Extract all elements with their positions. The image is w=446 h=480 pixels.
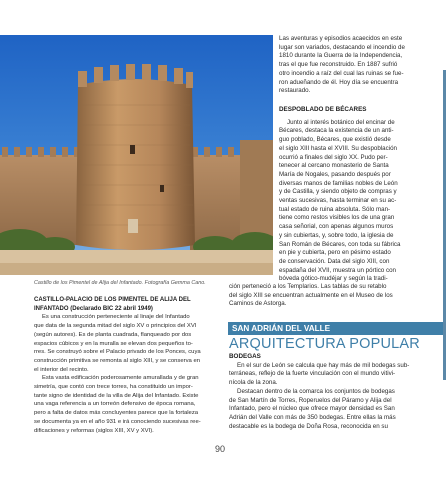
text-line: se documenta ya en el año 931 e irá conociendo sucesivas ree- bbox=[34, 418, 201, 425]
text-line: María de Nogales, pasando después por bbox=[279, 170, 391, 178]
text-line: terráneas, reflejo de la fuerte vinculación con el mundo vitivi- bbox=[229, 370, 396, 378]
text-line: Adrián del Valle con más de 350 bodegas. Entre ellas la más bbox=[229, 413, 396, 421]
text-line: nícola de la zona. bbox=[229, 379, 278, 387]
text-line: (según autores). Es de planta cuadrada, flanqueado por dos bbox=[34, 331, 192, 338]
page-number: 90 bbox=[215, 444, 226, 454]
text-line: rres. Se construyó sobre el Palacio privado de los Ponces, cuya bbox=[34, 349, 201, 356]
text-line: tante signo de identidad de la villa de Alija del Infantado. Existe bbox=[34, 392, 199, 399]
text-line: en pie y cubierta, pero en pésimo estado bbox=[279, 249, 391, 257]
section-title: ARQUITECTURA POPULAR bbox=[229, 336, 420, 352]
text-line: Las aventuras y episodios acaecidos en este bbox=[279, 35, 403, 42]
text-line: Bécares, destaca la existencia de un anti- bbox=[279, 127, 394, 135]
text-line: ron adueñando de él. Hoy día se encuentra bbox=[279, 78, 399, 86]
becares-wide bbox=[229, 283, 412, 309]
text-line: tual estado de ruina absoluta. Sólo man- bbox=[279, 205, 391, 213]
text-line: Destacan dentro de la comarca los conjuntos de bodegas bbox=[237, 387, 395, 395]
text-line: 1810 durante la Guerra de la Independencia, bbox=[279, 52, 403, 60]
text-line: el interior del recinto. bbox=[34, 366, 89, 373]
text-line: pero a falta de datos más concluyentes parece que la fortaleza bbox=[34, 410, 199, 417]
text-line: espacios cúbicos y en la muralla se elevan dos pequeños to- bbox=[34, 340, 193, 347]
bodegas-section bbox=[229, 353, 412, 431]
text-line: espadaña del XVII, muestra un pórtico con bbox=[279, 266, 396, 274]
text-line: construcción primitiva se remonta al siglo XIII, y se conserva en bbox=[34, 357, 200, 364]
section-band: SAN ADRIÁN DEL VALLE bbox=[228, 322, 446, 335]
text-line: que data de la segunda mitad del siglo XV o principios del XVI bbox=[34, 323, 197, 330]
text-line: ventas sucesivas, hasta terminar en su ac- bbox=[279, 197, 397, 205]
photo-caption: Castillo de los Pimentel de Alija del Infantado. Fotografía Gemma Cano. bbox=[34, 280, 206, 286]
text-line: simetría, que contó con trece torres, ha constituido un impor- bbox=[34, 384, 193, 391]
castle-photo bbox=[0, 35, 273, 275]
text-line: casa señorial, con apenas algunos muros bbox=[279, 223, 394, 231]
text-line: tiene como restos visibles los de una gran bbox=[279, 214, 395, 222]
text-line: tenecer al cercano monasterio de Santa bbox=[279, 162, 389, 170]
text-line: y sin cubiertas, y, sobre todo, la iglesia de bbox=[279, 231, 394, 239]
text-line: tras el que fue reconstruido. En 1887 sufrió bbox=[279, 61, 398, 69]
text-line: lugar son variados, destacando el incendio de bbox=[279, 43, 405, 51]
bodegas-heading: BODEGAS bbox=[229, 353, 261, 360]
text-line: ción perteneció a los Templarios. Las tablas de su retablo bbox=[229, 283, 387, 290]
becares-heading: DESPOBLADO DE BÉCARES bbox=[279, 106, 367, 113]
text-line: dificaciones y reformas (siglos XIII, XV y XVI). bbox=[34, 427, 154, 434]
text-line: ocurrió a finales del siglo XX. Pudo per- bbox=[279, 153, 388, 161]
castillo-heading: CASTILLO-PALACIO DE LOS PIMENTEL DE ALIJA DEL bbox=[34, 297, 191, 303]
text-line: del siglo XIII se encuentran actualmente en el Museo de los bbox=[229, 291, 393, 299]
right-column-top bbox=[279, 35, 412, 96]
text-line: Junto al interés botánico del encinar de bbox=[287, 118, 395, 126]
text-line: y de Castilla, y siendo objeto de compras y bbox=[279, 188, 397, 196]
text-line: Es una construcción perteneciente al linaje del Infantado bbox=[42, 314, 190, 321]
text-line: de San Martín de Torres, Roperuelos del Páramo y Alija del bbox=[229, 396, 392, 404]
text-line: destacable es la bodega de Doña Rosa, reconocida en su bbox=[229, 422, 388, 430]
text-line: el siglo XIII hasta el XVIII. Su despoblación bbox=[279, 144, 397, 152]
text-line: Esta vasta edificación poderosamente amurallada y de gran bbox=[42, 375, 199, 382]
text-line: Infantado, pero el núcleo que ofrece mayor densidad es San bbox=[229, 405, 395, 413]
castillo-heading-sub: INFANTADO (Declarado BIC 22 abril 1949) bbox=[34, 305, 153, 312]
text-line: San Román de Bécares, con toda su fábrica bbox=[279, 240, 401, 248]
text-line: restaurado. bbox=[279, 87, 311, 95]
text-line: Caminos de Astorga. bbox=[229, 300, 287, 308]
text-line: otro incendio a raíz del cual las ruinas se fue- bbox=[279, 69, 404, 77]
text-line: guo poblado, Bécares, que existió desde bbox=[279, 136, 391, 144]
castillo-section bbox=[34, 296, 218, 435]
text-line: bóveda gótico-mudéjar y según la tradi- bbox=[279, 275, 388, 283]
text-line: En el sur de León se calcula que hay más de mil bodegas sub- bbox=[237, 361, 410, 369]
text-line: de conservación. Data del siglo XIII, con bbox=[279, 257, 390, 265]
text-line: diversas manos de familias nobles de León bbox=[279, 179, 398, 187]
becares-section bbox=[279, 106, 412, 284]
text-line: una vaga referencia a un torreón defensivo de época romana, bbox=[34, 401, 196, 408]
